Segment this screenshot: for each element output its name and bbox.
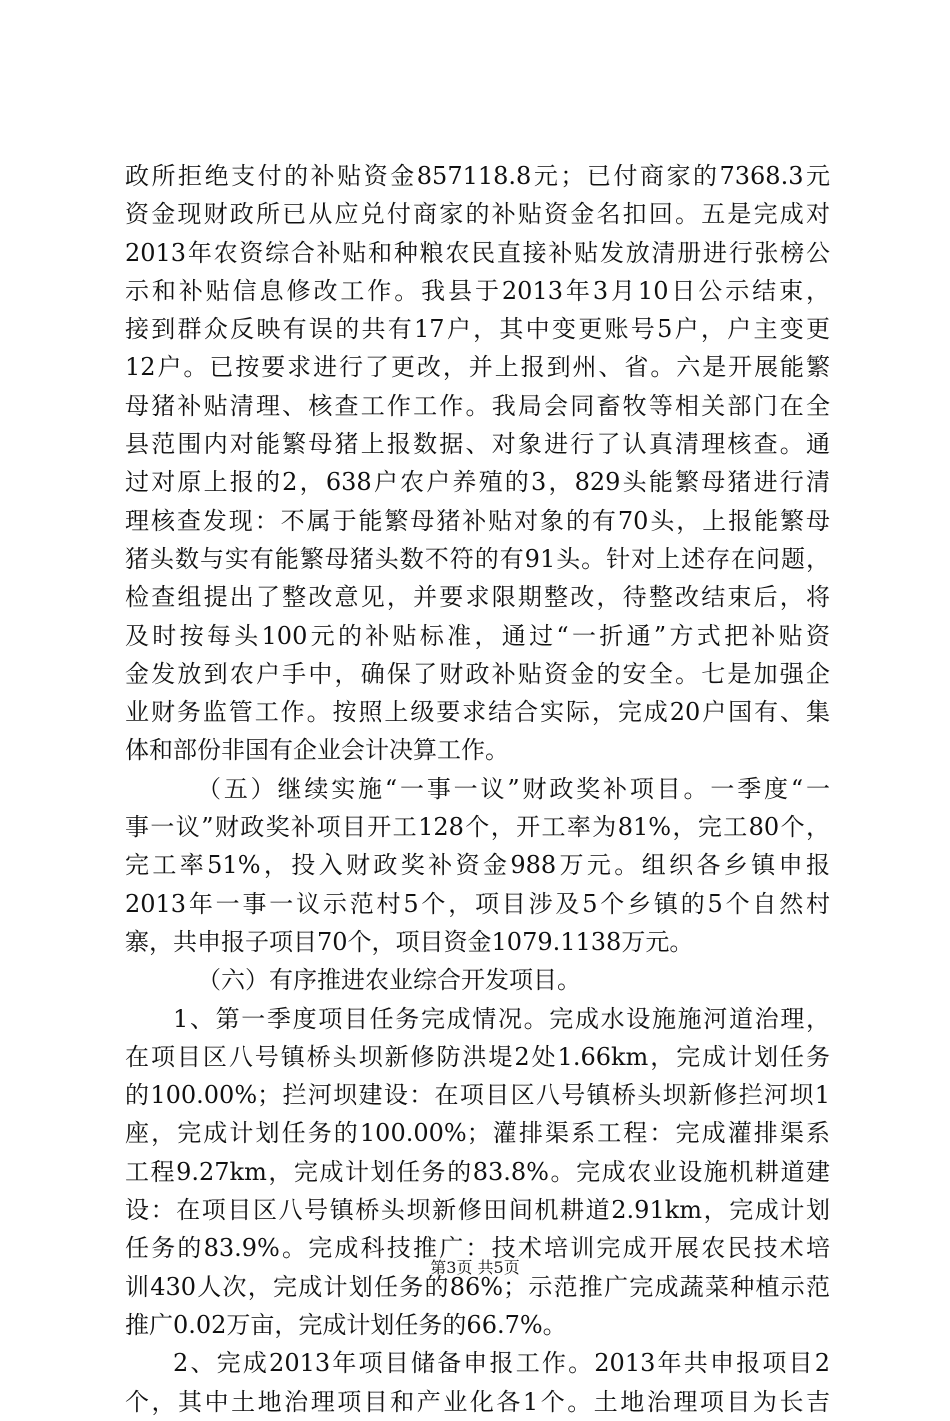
text-line: 任务的83.9%。完成科技推广：技术培训完成开展农民技术培 [125, 1234, 830, 1263]
text-line: 接到群众反映有误的共有17户，其中变更账号5户，户主变更 [125, 315, 830, 344]
text-line: 寨，共申报子项目70个，项目资金1079.1138万元。 [125, 927, 694, 956]
text-line: 2013年农资综合补贴和种粮农民直接补贴发放清册进行张榜公 [125, 238, 830, 267]
document-body [125, 157, 830, 1421]
text-line: 推广0.02万亩，完成计划任务的66.7%。 [125, 1310, 567, 1339]
text-line: 体和部份非国有企业会计决算工作。 [125, 736, 509, 765]
text-line: 业财务监管工作。按照上级要求结合实际，完成20户国有、集 [125, 698, 830, 727]
page-number: 第3页 共5页 [430, 1258, 520, 1277]
text-line: 完工率51%，投入财政奖补资金988万元。组织各乡镇申报 [125, 851, 830, 880]
text-line: 过对原上报的2，638户农户养殖的3，829头能繁母猪进行清 [125, 468, 830, 497]
section-heading: （六）有序推进农业综合开发项目。 [197, 966, 581, 995]
text-line: 资金现财政所已从应兑付商家的补贴资金名扣回。五是完成对 [125, 200, 830, 229]
text-line: 座，完成计划任务的100.00%；灌排渠系工程：完成灌排渠系 [125, 1119, 830, 1148]
text-line: 事一议”财政奖补项目开工128个，开工率为81%，完工80个， [125, 813, 830, 842]
text-line: 理核查发现：不属于能繁母猪补贴对象的有70头，上报能繁母 [125, 506, 830, 535]
text-line: 猪头数与实有能繁母猪头数不符的有91头。针对上述存在问题， [125, 544, 830, 573]
text-line: 工程9.27km，完成计划任务的83.8%。完成农业设施机耕道建 [125, 1157, 830, 1186]
text-line: 检查组提出了整改意见，并要求限期整改，待整改结束后，将 [125, 583, 830, 612]
text-line: 训430人次，完成计划任务的86%；示范推广完成蔬菜种植示范 [125, 1272, 830, 1301]
text-line: 母猪补贴清理、核查工作工作。我局会同畜牧等相关部门在全 [125, 391, 830, 420]
text-line: 及时按每头100元的补贴标准，通过“一折通”方式把补贴资 [125, 621, 830, 650]
text-line: 1、第一季度项目任务完成情况。完成水设施施河道治理， [173, 1004, 830, 1033]
text-line: 设：在项目区八号镇桥头坝新修田间机耕道2.91km，完成计划 [125, 1196, 830, 1225]
text-line: 县范围内对能繁母猪上报数据、对象进行了认真清理核查。通 [125, 430, 830, 459]
text-line: 个，其中土地治理项目和产业化各1个。土地治理项目为长吉 [125, 1387, 830, 1416]
text-line: 在项目区八号镇桥头坝新修防洪堤2处1.66km，完成计划任务 [125, 1042, 830, 1071]
text-line: 12户。已按要求进行了更改，并上报到州、省。六是开展能繁 [125, 353, 830, 382]
text-line: 的100.00%；拦河坝建设：在项目区八号镇桥头坝新修拦河坝1 [125, 1081, 830, 1110]
text-line: 2013年一事一议示范村5个，项目涉及5个乡镇的5个自然村 [125, 889, 830, 918]
text-line: 金发放到农户手中，确保了财政补贴资金的安全。七是加强企 [125, 659, 830, 688]
text-line: 2、完成2013年项目储备申报工作。2013年共申报项目2 [173, 1349, 830, 1378]
section-heading: （五）继续实施“一事一议”财政奖补项目。一季度“一 [197, 774, 830, 803]
text-line: 示和补贴信息修改工作。我县于2013年3月10日公示结束， [125, 276, 830, 305]
text-line: 政所拒绝支付的补贴资金857118.8元；已付商家的7368.3元 [125, 162, 830, 190]
